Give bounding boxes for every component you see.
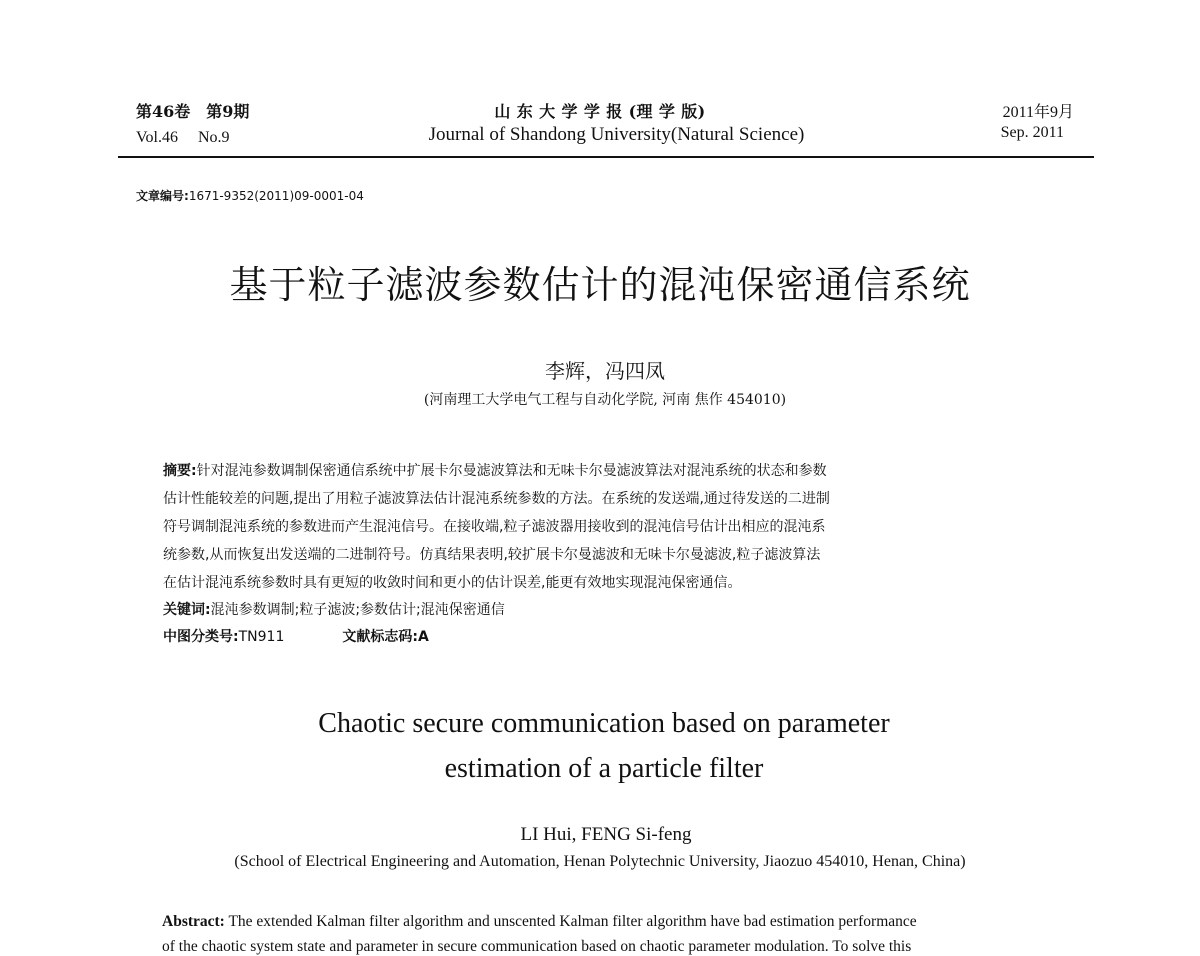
abstract-cn-text: 针对混沌参数调制保密通信系统中扩展卡尔曼滤波算法和无味卡尔曼滤波算法对混沌系统的状态和参数 bbox=[196, 463, 827, 479]
journal-name-cn: 山 东 大 学 学 报 (理 学 版) bbox=[494, 102, 706, 121]
abstract-cn-line: 统参数,从而恢复出发送端的二进制符号。仿真结果表明,较扩展卡尔曼滤波和无味卡尔曼滤波,粒子滤波算法 bbox=[163, 547, 821, 563]
affiliation-en: (School of Electrical Engineering and Automation, Henan Polytechnic University, Jiaozuo 454010, Henan, China) bbox=[234, 853, 966, 870]
abstract-cn-line: 估计性能较差的问题,提出了用粒子滤波算法估计混沌系统参数的方法。在系统的发送端,通过待发送的二进制 bbox=[163, 491, 830, 507]
abstract-en-text: The extended Kalman filter algorithm and unscented Kalman filter algorithm have bad estimation performance bbox=[228, 913, 917, 930]
keywords-cn-value: 混沌参数调制;粒子滤波;参数估计;混沌保密通信 bbox=[210, 602, 505, 618]
abstract-en-line bbox=[162, 913, 917, 931]
keywords-cn bbox=[163, 599, 505, 619]
abstract-en-line: of the chaotic system state and parameter in secure communication based on chaotic parameter modulation. To solve this bbox=[162, 938, 912, 955]
journal-name-en: Journal of Shandong University(Natural Science) bbox=[428, 124, 805, 145]
abstract-cn-line bbox=[163, 460, 827, 480]
keywords-cn-label: 关键词: bbox=[163, 602, 211, 618]
date-cn: 2011年9月 bbox=[1002, 104, 1074, 121]
authors-en: LI Hui, FENG Si-feng bbox=[520, 824, 692, 845]
authors-cn: 李辉，冯四凤 bbox=[545, 359, 665, 383]
abstract-cn-label: 摘要: bbox=[163, 463, 197, 479]
article-number-label: 文章编号: bbox=[136, 189, 189, 203]
abstract-cn-line: 在估计混沌系统参数时具有更短的收敛时间和更小的估计误差,能更有效地实现混沌保密通信。 bbox=[163, 575, 742, 591]
article-number-value: 1671-9352(2011)09-0001-04 bbox=[188, 189, 364, 203]
abstract-cn-line: 符号调制混沌系统的参数进而产生混沌信号。在接收端,粒子滤波器用接收到的混沌信号估计出相应的混沌系 bbox=[163, 519, 826, 535]
doc-code-value: A bbox=[417, 629, 429, 645]
clc-value: TN911 bbox=[238, 629, 285, 645]
classification bbox=[163, 626, 429, 646]
title-en-line: estimation of a particle filter bbox=[444, 753, 764, 784]
affiliation-cn: (河南理工大学电气工程与自动化学院, 河南 焦作 454010) bbox=[423, 392, 787, 408]
date-en: Sep. 2011 bbox=[1000, 124, 1064, 141]
header-rule bbox=[118, 156, 1094, 158]
doc-code-label: 文献标志码: bbox=[342, 629, 418, 645]
volume-issue-en: Vol.46 No.9 bbox=[136, 129, 230, 146]
article-number bbox=[136, 187, 364, 204]
title-cn: 基于粒子滤波参数估计的混沌保密通信系统 bbox=[229, 263, 971, 307]
volume-issue-cn: 第46卷 第9期 bbox=[136, 102, 250, 121]
clc-label: 中图分类号: bbox=[163, 629, 239, 645]
abstract-en-label: Abstract: bbox=[162, 913, 225, 930]
title-en-line: Chaotic secure communication based on parameter bbox=[318, 708, 890, 739]
